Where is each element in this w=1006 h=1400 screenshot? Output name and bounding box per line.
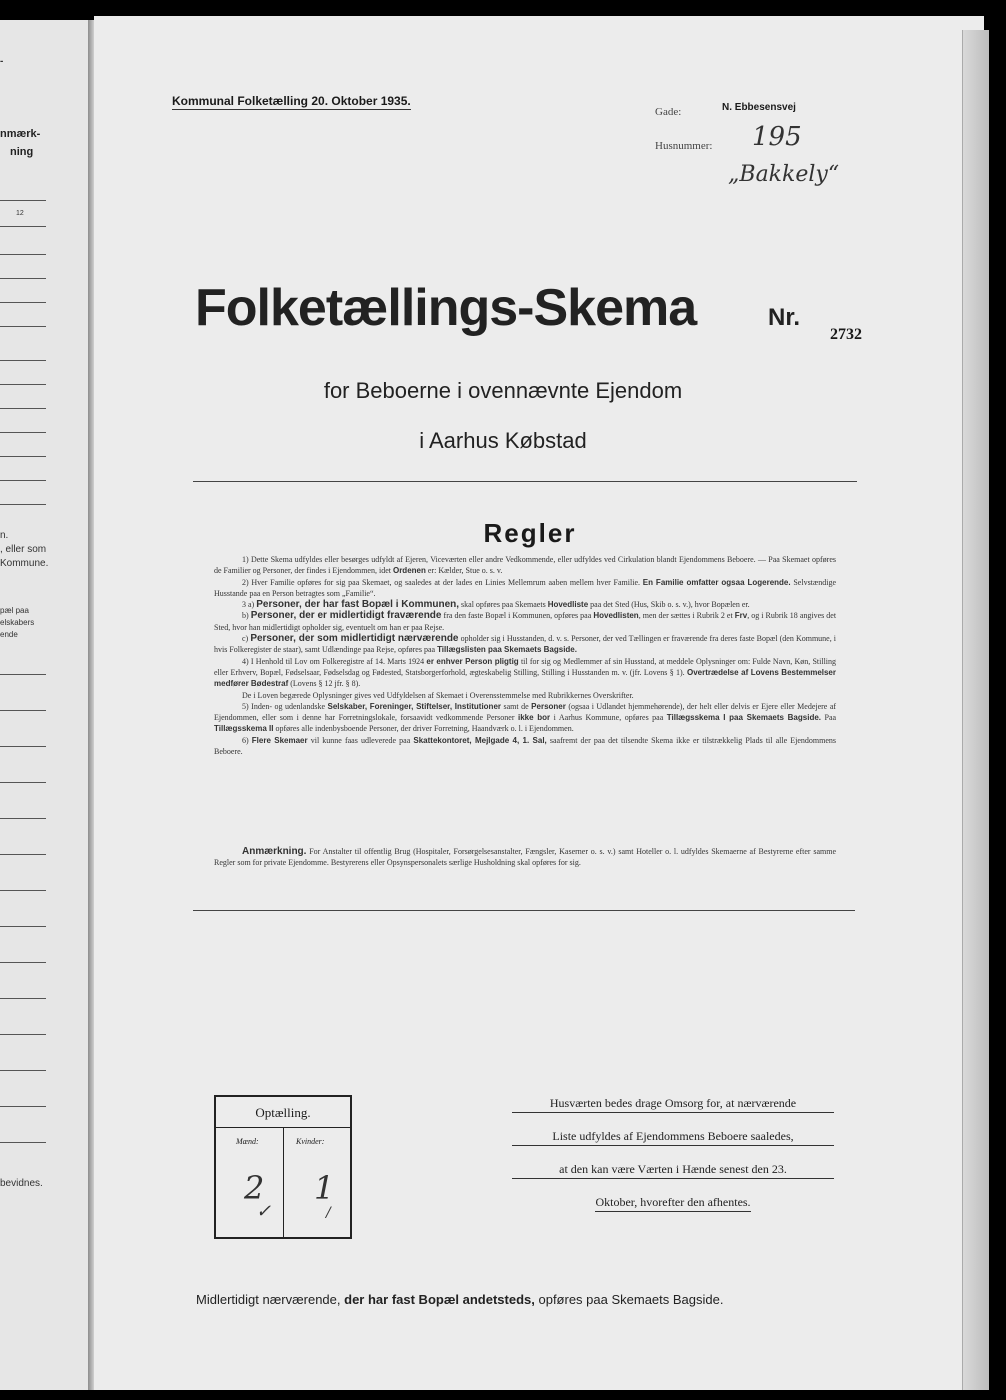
form-title: Folketællings-Skema bbox=[195, 279, 697, 337]
left-page-rule bbox=[0, 746, 46, 747]
house-name-value: „Bakkely“ bbox=[728, 162, 840, 187]
left-page-col-number: 12 bbox=[16, 210, 24, 217]
left-page-text: elskabers bbox=[0, 618, 35, 627]
count-title: Optælling. bbox=[255, 1105, 311, 1120]
left-page-rule bbox=[0, 254, 46, 255]
left-page-rule bbox=[0, 302, 46, 303]
rules-heading: Regler bbox=[483, 518, 577, 548]
left-page-text: n. bbox=[0, 530, 9, 541]
left-page-fragment bbox=[0, 20, 88, 1390]
notice-line: Liste udfyldes af Ejendommens Beboere saaledes, bbox=[512, 1129, 834, 1146]
left-page-rule bbox=[0, 674, 46, 675]
street-label: Gade: bbox=[655, 106, 682, 118]
notice-line: Husværten bedes drage Omsorg for, at nærværende bbox=[512, 1096, 834, 1113]
rule-1: 1) Dette Skema udfyldes eller besørges udfyldt af Ejeren, Viceværten eller andre Vedkommende, eller udfyldes ved Cirkulation blandt Ejendommens Beboere. — Paa Skemaet opføres de Familier og Personer, der findes i Ejendommen, idet Ordenen er: Kælder, Stue o. s. v. bbox=[214, 555, 836, 576]
left-page-rule bbox=[0, 200, 46, 201]
street-value: N. Ebbesensvej bbox=[722, 102, 796, 113]
men-count: 2 bbox=[244, 1169, 265, 1207]
left-page-rule bbox=[0, 926, 46, 927]
notice-line: at den kan være Værten i Hænde senest den 23. bbox=[512, 1162, 834, 1179]
check-mark: ✓ bbox=[256, 1201, 272, 1222]
left-page-rule bbox=[0, 890, 46, 891]
left-page-rule bbox=[0, 504, 46, 505]
left-page-rule bbox=[0, 1034, 46, 1035]
left-page-rule bbox=[0, 1106, 46, 1107]
left-page-rule bbox=[0, 278, 46, 279]
left-page-dash: - bbox=[0, 56, 4, 67]
men-label: Mænd: bbox=[236, 1137, 259, 1146]
left-page-text: pæl paa bbox=[0, 606, 29, 615]
left-page-rule bbox=[0, 480, 46, 481]
form-number-value: 2732 bbox=[830, 326, 862, 343]
house-number-value: 195 bbox=[752, 122, 802, 152]
left-page-rule bbox=[0, 962, 46, 963]
left-page-rule bbox=[0, 854, 46, 855]
divider bbox=[193, 481, 857, 482]
left-page-rule bbox=[0, 710, 46, 711]
rule-2: 2) Hver Familie opføres for sig paa Skemaet, og saaledes at der lades en Linies Mellemrum aaben mellem hver Familie. En Familie omfatter ogsaa Logerende. Selvstændige Husstande paa en Person betragtes som „Familie“. bbox=[214, 577, 837, 598]
rule-5: 5) Inden- og udenlandske Selskaber, Foreninger, Stiftelser, Institutioner samt de Personer (ogsaa i Udlandet hjemmehørende), der helt eller delvis er Ejere eller Medejere af Ejendommen, eller som i denne har Forretningslokale, forsaavidt vedkommende Personer ikke bor i Aarhus Kommune, opføres paa Tillægsskema I paa Skemaets Bagside. Paa Tillægsskema II opføres alle indenbysboende Personer, der driver Forretning, Haandværk o. l. i Ejendommen. bbox=[214, 701, 837, 734]
rule-6: 6) Flere Skemaer vil kunne faas udleverede paa Skattekontoret, Mejlgade 4, 1. Sal, saafremt der paa det tilsendte Skema ikke er tilstrækkelig Plads til alle Ejendommens Beboere. bbox=[214, 735, 837, 757]
left-page-rule bbox=[0, 818, 46, 819]
form-subtitle-1: for Beboerne i ovennævnte Ejendom bbox=[323, 378, 683, 403]
form-subtitle-2: i Aarhus Købstad bbox=[419, 428, 587, 453]
left-page-rule bbox=[0, 782, 46, 783]
note-body: For Anstalter til offentlig Brug (Hospitaler, Forsørgelsesanstalter, Fængsler, Kaserner o. s. v.) samt Hoteller o. l. udfyldes Skemaerne af Bestyrerne efter samme Regler som for private Ejendomme. Bestyrerens eller Opsynspersonalets særlige Husholdning skal opføres for sig. bbox=[214, 847, 837, 868]
left-page-rule bbox=[0, 326, 46, 327]
footer-note: Midlertidigt nærværende, der har fast Bopæl andetsteds, opføres paa Skemaets Bagside. bbox=[196, 1292, 724, 1307]
form-number-label: Nr. bbox=[768, 304, 801, 331]
left-page-rule bbox=[0, 998, 46, 999]
left-page-rule bbox=[0, 1070, 46, 1071]
left-page-text: bevidnes. bbox=[0, 1178, 43, 1189]
left-page-rule bbox=[0, 1142, 46, 1143]
note-label: Anmærkning. bbox=[242, 846, 307, 857]
check-mark: / bbox=[326, 1205, 331, 1221]
landlord-notice bbox=[512, 1096, 834, 1228]
divider bbox=[193, 910, 855, 911]
rule-4: 4) I Henhold til Lov om Folkeregistre af 14. Marts 1924 er enhver Person pligtig til for sig og Medlemmer af sin Husstand, at meddele Oplysninger om: Fulde Navn, Køn, Stilling eller Erhverv, Bopæl, Fødselsaar, Fødselsdag og Fødested, Statsborgerforhold, ægteskabelig Stilling, Stilling i Husstanden m. v. (jfr. Lovens § 1). Overtrædelse af Lovens Bestemmelser medfører Bødestraf (Lovens § 12 jfr. § 8). bbox=[214, 656, 837, 689]
rules-text bbox=[214, 554, 836, 757]
left-page-text: , eller som bbox=[0, 544, 47, 555]
rule-4b: De i Loven begærede Oplysninger gives ved Udfyldelsen af Skemaet i Overensstemmelse med Rubrikkernes Overskrifter. bbox=[242, 690, 634, 700]
left-page-header-line2: ning bbox=[10, 146, 34, 158]
house-number-label: Husnummer: bbox=[655, 140, 713, 152]
left-page-rule bbox=[0, 226, 46, 227]
census-header-title: Kommunal Folketælling 20. Oktober 1935. bbox=[172, 94, 411, 108]
left-page-rule bbox=[0, 456, 46, 457]
left-page-header-line1: nmærk- bbox=[0, 128, 41, 140]
left-page-text: ende bbox=[0, 630, 18, 639]
rule-3a: 3 a) Personer, der har fast Bopæl i Kommunen, skal opføres paa Skemaets Hovedliste paa det Sted (Hus, Skib o. s. v.), hvor Bopælen er. bbox=[242, 599, 750, 611]
notice-line: Oktober, hvorefter den afhentes. bbox=[595, 1195, 750, 1212]
left-page-rule bbox=[0, 360, 46, 361]
count-box-rule bbox=[283, 1127, 284, 1237]
count-box bbox=[214, 1095, 352, 1239]
rule-3c: c) Personer, der som midlertidigt nærværende opholder sig i Husstanden, d. v. s. Personer, der ved Tællingen er fraværende fra deres faste Bopæl (den Kommune, i hvis Folkeregister de staar), samt Udlændinge paa Rejse, opføres paa Tillægslisten paa Skemaets Bagside. bbox=[214, 633, 837, 655]
women-count: 1 bbox=[314, 1169, 335, 1207]
note-text bbox=[214, 846, 836, 869]
left-page-rule bbox=[0, 408, 46, 409]
rule-3b: b) Personer, der er midlertidigt fraværende fra den faste Bopæl i Kommunen, opføres paa Hovedlisten, men der sættes i Rubrik 2 et Frv, og i Rubrik 18 angives det Sted, hvor han midlertidigt opholder sig, eventuelt om han er paa Rejse. bbox=[214, 610, 837, 632]
left-page-text: Kommune. bbox=[0, 558, 49, 569]
page-edge bbox=[962, 30, 989, 1390]
women-label: Kvinder: bbox=[296, 1137, 325, 1146]
